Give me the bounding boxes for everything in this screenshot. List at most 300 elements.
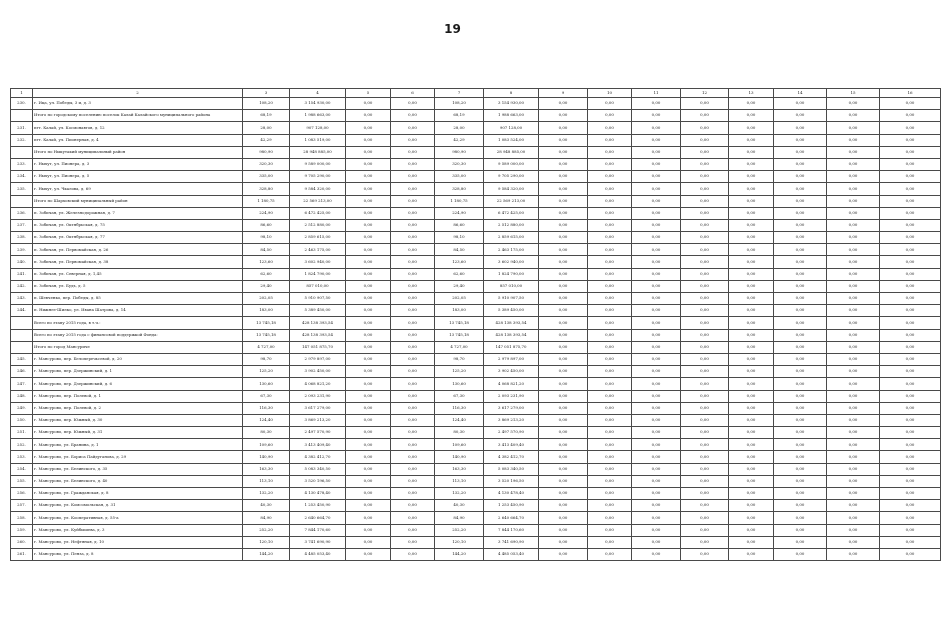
value-cell: 0,00 [346, 293, 391, 305]
value-cell: 0,00 [346, 378, 391, 390]
value-cell: 0,00 [346, 280, 391, 292]
value-cell: 0,00 [346, 439, 391, 451]
value-cell: 0,00 [632, 122, 681, 134]
value-cell: 0,00 [827, 475, 880, 487]
value-cell: 0,00 [880, 146, 941, 158]
value-cell: 2 512 880,00 [290, 219, 346, 231]
value-cell: 0,00 [539, 293, 588, 305]
value-cell: 0,00 [346, 110, 391, 122]
column-number: 13 [729, 89, 774, 98]
value-cell: 1 083 519,00 [290, 134, 346, 146]
value-cell: 0,00 [880, 219, 941, 231]
value-cell: 6 472 425,00 [484, 207, 539, 219]
address-cell: пгт. Калай, ул. Пионерная, д. 4 [33, 134, 243, 146]
value-cell: 1 824 790,00 [484, 268, 539, 280]
table-row [11, 439, 941, 451]
value-cell: 0,00 [681, 317, 729, 329]
value-cell: 0,00 [632, 158, 681, 170]
table-row [11, 427, 941, 439]
address-cell: п. Зобичан, ул. Октябрьская, д. 75 [33, 219, 243, 231]
value-cell: 0,00 [391, 305, 435, 317]
value-cell: 0,00 [880, 244, 941, 256]
subtotal-row [11, 317, 941, 329]
value-cell: 0,00 [827, 98, 880, 110]
value-cell: 0,00 [880, 463, 941, 475]
subtotal-row [11, 195, 941, 207]
row-number-cell: 242. [11, 280, 33, 292]
row-number-cell [11, 329, 33, 341]
value-cell: 0,00 [539, 475, 588, 487]
value-cell: 0,00 [346, 122, 391, 134]
value-cell: 0,00 [681, 305, 729, 317]
value-cell: 0,00 [391, 244, 435, 256]
value-cell: 0,00 [346, 219, 391, 231]
value-cell: 0,00 [588, 134, 632, 146]
value-cell: 0,00 [539, 195, 588, 207]
value-cell: 0,00 [681, 122, 729, 134]
value-cell: 0,00 [539, 256, 588, 268]
value-cell: 0,00 [729, 207, 774, 219]
value-cell: 0,00 [681, 378, 729, 390]
value-cell: 0,00 [681, 548, 729, 560]
table-row [11, 171, 941, 183]
value-cell: 2 093 231,90 [290, 390, 346, 402]
value-cell: 132,20 [435, 488, 484, 500]
value-cell: 0,00 [774, 293, 827, 305]
housing-registry-table [10, 88, 941, 561]
value-cell: 0,00 [539, 341, 588, 353]
value-cell: 0,00 [539, 524, 588, 536]
value-cell: 0,00 [827, 512, 880, 524]
value-cell: 0,00 [774, 244, 827, 256]
value-cell: 0,00 [681, 158, 729, 170]
value-cell: 1 180,75 [243, 195, 290, 207]
value-cell: 0,00 [346, 244, 391, 256]
value-cell: 0,00 [880, 536, 941, 548]
value-cell: 0,00 [391, 329, 435, 341]
value-cell: 0,00 [827, 378, 880, 390]
value-cell: 0,00 [391, 402, 435, 414]
value-cell: 0,00 [827, 402, 880, 414]
value-cell: 183,00 [243, 305, 290, 317]
value-cell: 0,00 [827, 219, 880, 231]
value-cell: 0,00 [729, 232, 774, 244]
row-number-cell: 239. [11, 244, 33, 256]
value-cell: 0,00 [539, 232, 588, 244]
value-cell: 0,00 [827, 451, 880, 463]
value-cell: 98,70 [243, 353, 290, 365]
value-cell: 0,00 [827, 548, 880, 560]
value-cell: 0,00 [346, 195, 391, 207]
address-cell: Итого по Шарховский муниципальный район [33, 195, 243, 207]
value-cell: 0,00 [539, 512, 588, 524]
row-number-cell: 248. [11, 390, 33, 402]
value-cell: 428 138 393,54 [290, 329, 346, 341]
value-cell: 3 602 940,00 [484, 256, 539, 268]
value-cell: 0,00 [681, 536, 729, 548]
value-cell: 0,00 [681, 195, 729, 207]
value-cell: 0,00 [827, 268, 880, 280]
address-cell: п. Зобичан, ул. Железнодорожная, д. 7 [33, 207, 243, 219]
value-cell: 0,00 [391, 378, 435, 390]
value-cell: 3 617 279,00 [290, 402, 346, 414]
row-number-cell: 234. [11, 171, 33, 183]
table-row [11, 98, 941, 110]
value-cell: 0,00 [774, 536, 827, 548]
value-cell: 907 128,00 [484, 122, 539, 134]
value-cell: 0,00 [391, 451, 435, 463]
value-cell: 0,00 [588, 171, 632, 183]
value-cell: 0,00 [346, 488, 391, 500]
value-cell: 5 389 450,00 [484, 305, 539, 317]
value-cell: 0,00 [346, 512, 391, 524]
value-cell: 0,00 [632, 183, 681, 195]
value-cell: 0,00 [539, 317, 588, 329]
column-number: 3 [243, 89, 290, 98]
value-cell: 0,00 [588, 244, 632, 256]
row-number-cell: 244. [11, 305, 33, 317]
value-cell: 0,00 [681, 110, 729, 122]
value-cell: 0,00 [391, 366, 435, 378]
value-cell: 42,29 [435, 134, 484, 146]
value-cell: 0,00 [774, 268, 827, 280]
value-cell: 0,00 [774, 402, 827, 414]
value-cell: 0,00 [681, 293, 729, 305]
value-cell: 0,00 [588, 158, 632, 170]
value-cell: 0,00 [681, 134, 729, 146]
address-cell: пгт. Калай, ул. Космонавтов, д. 12 [33, 122, 243, 134]
value-cell: 0,00 [539, 536, 588, 548]
value-cell: 0,00 [729, 122, 774, 134]
value-cell: 0,00 [588, 317, 632, 329]
value-cell: 0,00 [774, 378, 827, 390]
column-number: 2 [33, 89, 243, 98]
table-row [11, 183, 941, 195]
row-number-cell: 254. [11, 463, 33, 475]
value-cell: 0,00 [729, 475, 774, 487]
value-cell: 857 010,00 [290, 280, 346, 292]
value-cell: 0,00 [346, 329, 391, 341]
value-cell: 0,00 [774, 232, 827, 244]
value-cell: 0,00 [346, 536, 391, 548]
value-cell: 0,00 [346, 366, 391, 378]
value-cell: 0,00 [827, 536, 880, 548]
value-cell: 0,00 [346, 427, 391, 439]
value-cell: 0,00 [774, 305, 827, 317]
value-cell: 0,00 [774, 171, 827, 183]
value-cell: 0,00 [391, 110, 435, 122]
value-cell: 0,00 [774, 329, 827, 341]
value-cell: 0,00 [632, 317, 681, 329]
value-cell: 0,00 [774, 475, 827, 487]
value-cell: 0,00 [729, 378, 774, 390]
value-cell: 0,00 [346, 463, 391, 475]
value-cell: 0,00 [729, 244, 774, 256]
value-cell: 0,00 [632, 244, 681, 256]
value-cell: 28 948 885,00 [290, 146, 346, 158]
value-cell: 0,00 [632, 378, 681, 390]
row-number-cell: 243. [11, 293, 33, 305]
value-cell: 328,80 [243, 183, 290, 195]
value-cell: 0,00 [774, 98, 827, 110]
value-cell: 147 051 875,70 [290, 341, 346, 353]
address-cell: п. Зобичан, ул. Первомайская, д. 38 [33, 256, 243, 268]
value-cell: 0,00 [729, 451, 774, 463]
value-cell: 0,00 [880, 390, 941, 402]
value-cell: 86,60 [243, 219, 290, 231]
value-cell: 428 138 393,54 [290, 317, 346, 329]
value-cell: 84,90 [435, 512, 484, 524]
value-cell: 0,00 [391, 390, 435, 402]
table-row [11, 414, 941, 426]
value-cell: 0,00 [539, 488, 588, 500]
value-cell: 0,00 [880, 256, 941, 268]
value-cell: 0,00 [681, 244, 729, 256]
value-cell: 0,00 [729, 512, 774, 524]
value-cell: 108,20 [243, 98, 290, 110]
value-cell: 0,00 [632, 219, 681, 231]
value-cell: 147 051 875,70 [484, 341, 539, 353]
address-cell: г. Ныхут, ул. Пионера, д. 5 [33, 171, 243, 183]
value-cell: 0,00 [681, 171, 729, 183]
address-cell: г. Мансурово, ул. Кооперативная, д. 55-а [33, 512, 243, 524]
address-cell: п. Шевченко, пер. Победы, д. 85 [33, 293, 243, 305]
value-cell: 163,30 [243, 463, 290, 475]
value-cell: 0,00 [588, 98, 632, 110]
value-cell: 0,00 [880, 439, 941, 451]
value-cell: 0,00 [827, 293, 880, 305]
value-cell: 5 389 450,00 [290, 305, 346, 317]
value-cell: 13 745,18 [243, 317, 290, 329]
value-cell: 980,90 [243, 146, 290, 158]
value-cell: 0,00 [774, 134, 827, 146]
row-number-cell: 256. [11, 488, 33, 500]
value-cell: 4 382 412,70 [484, 451, 539, 463]
table-row [11, 280, 941, 292]
value-cell: 0,00 [774, 195, 827, 207]
value-cell: 68,19 [435, 110, 484, 122]
value-cell: 0,00 [774, 158, 827, 170]
value-cell: 0,00 [774, 317, 827, 329]
value-cell: 3 869 213,20 [290, 414, 346, 426]
address-cell: г. Ица, ул. Победы, 3 и, д. 3 [33, 98, 243, 110]
value-cell: 0,00 [827, 232, 880, 244]
value-cell: 9 584 320,00 [484, 183, 539, 195]
value-cell: 0,00 [729, 366, 774, 378]
value-cell: 2 497 570,90 [484, 427, 539, 439]
table-row [11, 366, 941, 378]
value-cell: 0,00 [391, 268, 435, 280]
value-cell: 0,00 [391, 548, 435, 560]
value-cell: 0,00 [391, 475, 435, 487]
value-cell: 84,50 [435, 244, 484, 256]
value-cell: 13 745,18 [435, 329, 484, 341]
value-cell: 1 824 790,00 [290, 268, 346, 280]
row-number-cell: 237. [11, 219, 33, 231]
value-cell: 0,00 [880, 378, 941, 390]
value-cell: 428 138 393,54 [484, 317, 539, 329]
value-cell: 0,00 [391, 439, 435, 451]
subtotal-row [11, 341, 941, 353]
value-cell: 130,60 [435, 378, 484, 390]
value-cell: 0,00 [632, 280, 681, 292]
value-cell: 4 068 821,20 [290, 378, 346, 390]
subtotal-row [11, 146, 941, 158]
value-cell: 0,00 [588, 341, 632, 353]
value-cell: 0,00 [588, 390, 632, 402]
value-cell: 0,00 [880, 195, 941, 207]
value-cell: 0,00 [681, 183, 729, 195]
value-cell: 0,00 [774, 353, 827, 365]
value-cell: 98,70 [435, 353, 484, 365]
value-cell: 0,00 [346, 183, 391, 195]
value-cell: 0,00 [681, 524, 729, 536]
value-cell: 0,00 [588, 488, 632, 500]
address-cell: г. Мансурово, пер. Белоперечьсевой, д. 20 [33, 353, 243, 365]
column-number: 12 [681, 89, 729, 98]
value-cell: 0,00 [880, 305, 941, 317]
table-row [11, 390, 941, 402]
column-number: 14 [774, 89, 827, 98]
row-number-cell [11, 110, 33, 122]
value-cell: 9 584 320,00 [290, 183, 346, 195]
address-cell: г. Мансурово, пер. Дзержинский, д. 1 [33, 366, 243, 378]
table-row [11, 500, 941, 512]
value-cell: 0,00 [729, 293, 774, 305]
value-cell: 4 727,00 [243, 341, 290, 353]
address-cell: г. Мансурово, пер. Дзержинский, д. 6 [33, 378, 243, 390]
address-cell: г. Мансурово, ул. Белинского, д. 35 [33, 463, 243, 475]
value-cell: 9 705 290,00 [290, 171, 346, 183]
value-cell: 0,00 [681, 402, 729, 414]
value-cell: 0,00 [681, 219, 729, 231]
value-cell: 0,00 [391, 488, 435, 500]
value-cell: 0,00 [346, 475, 391, 487]
value-cell: 2 859 615,00 [290, 232, 346, 244]
value-cell: 0,00 [827, 158, 880, 170]
value-cell: 202,05 [435, 293, 484, 305]
row-number-cell: 249. [11, 402, 33, 414]
address-cell: г. Мансурово, ул. Нефтяная, д. 10 [33, 536, 243, 548]
value-cell: 0,00 [880, 317, 941, 329]
value-cell: 0,00 [774, 500, 827, 512]
value-cell: 0,00 [729, 402, 774, 414]
value-cell: 3 413 409,40 [290, 439, 346, 451]
value-cell: 0,00 [827, 110, 880, 122]
value-cell: 0,00 [346, 341, 391, 353]
value-cell: 28,00 [243, 122, 290, 134]
value-cell: 0,00 [632, 500, 681, 512]
value-cell: 0,00 [346, 414, 391, 426]
value-cell: 5 083 340,50 [484, 463, 539, 475]
subtotal-row [11, 110, 941, 122]
value-cell: 0,00 [539, 414, 588, 426]
value-cell: 0,00 [729, 524, 774, 536]
value-cell: 0,00 [539, 402, 588, 414]
value-cell: 0,00 [880, 329, 941, 341]
value-cell: 123,60 [435, 256, 484, 268]
value-cell: 109,60 [435, 439, 484, 451]
row-number-cell: 245. [11, 353, 33, 365]
value-cell: 0,00 [774, 341, 827, 353]
address-cell: г. Мансурово, ул. Бориса Пайдуганова, д. 29 [33, 451, 243, 463]
column-number: 1 [11, 89, 33, 98]
value-cell: 0,00 [391, 219, 435, 231]
address-cell: Итого по Ныкутакий муниципальный район [33, 146, 243, 158]
value-cell: 0,00 [774, 512, 827, 524]
value-cell: 0,00 [729, 219, 774, 231]
value-cell: 0,00 [632, 293, 681, 305]
value-cell: 0,00 [346, 317, 391, 329]
value-cell: 0,00 [880, 366, 941, 378]
value-cell: 1 180,75 [435, 195, 484, 207]
value-cell: 0,00 [729, 256, 774, 268]
value-cell: 68,19 [243, 110, 290, 122]
value-cell: 22 569 213,00 [290, 195, 346, 207]
value-cell: 0,00 [539, 548, 588, 560]
address-cell: Всего по этапу 2015 года с финансовой поддержкой Фонда: [33, 329, 243, 341]
value-cell: 0,00 [729, 183, 774, 195]
column-number: 10 [588, 89, 632, 98]
value-cell: 120,10 [243, 536, 290, 548]
value-cell: 116,30 [435, 402, 484, 414]
value-cell: 7 844 170,60 [484, 524, 539, 536]
value-cell: 0,00 [681, 451, 729, 463]
row-number-cell: 247. [11, 378, 33, 390]
value-cell: 0,00 [729, 305, 774, 317]
value-cell: 0,00 [588, 414, 632, 426]
value-cell: 0,00 [588, 268, 632, 280]
value-cell: 0,00 [880, 475, 941, 487]
value-cell: 0,00 [588, 353, 632, 365]
row-number-cell: 260. [11, 536, 33, 548]
value-cell: 3 154 930,00 [484, 98, 539, 110]
value-cell: 4 382 412,70 [290, 451, 346, 463]
address-cell: Итого по город Мансуриче [33, 341, 243, 353]
table-row [11, 451, 941, 463]
value-cell: 0,00 [827, 146, 880, 158]
value-cell: 0,00 [588, 500, 632, 512]
address-cell: г. Мансурово, ул. Куйбышева, д. 3 [33, 524, 243, 536]
row-number-cell [11, 195, 33, 207]
value-cell: 0,00 [827, 305, 880, 317]
value-cell: 0,00 [681, 475, 729, 487]
value-cell: 4 485 053,40 [484, 548, 539, 560]
value-cell: 335,00 [435, 171, 484, 183]
value-cell: 0,00 [681, 353, 729, 365]
value-cell: 80,30 [243, 427, 290, 439]
value-cell: 0,00 [539, 280, 588, 292]
value-cell: 0,00 [391, 524, 435, 536]
column-number: 5 [346, 89, 391, 98]
value-cell: 6 472 425,00 [290, 207, 346, 219]
value-cell: 28 948 885,00 [484, 146, 539, 158]
row-number-cell: 235. [11, 183, 33, 195]
value-cell: 0,00 [827, 463, 880, 475]
value-cell: 0,00 [346, 207, 391, 219]
value-cell: 3 902 450,00 [290, 366, 346, 378]
value-cell: 4 485 053,40 [290, 548, 346, 560]
value-cell: 857 010,00 [484, 280, 539, 292]
value-cell: 0,00 [391, 463, 435, 475]
value-cell: 0,00 [632, 305, 681, 317]
value-cell: 0,00 [880, 414, 941, 426]
value-cell: 0,00 [632, 232, 681, 244]
value-cell: 9 705 290,00 [484, 171, 539, 183]
value-cell: 0,00 [588, 451, 632, 463]
value-cell: 163,30 [435, 463, 484, 475]
value-cell: 202,05 [243, 293, 290, 305]
